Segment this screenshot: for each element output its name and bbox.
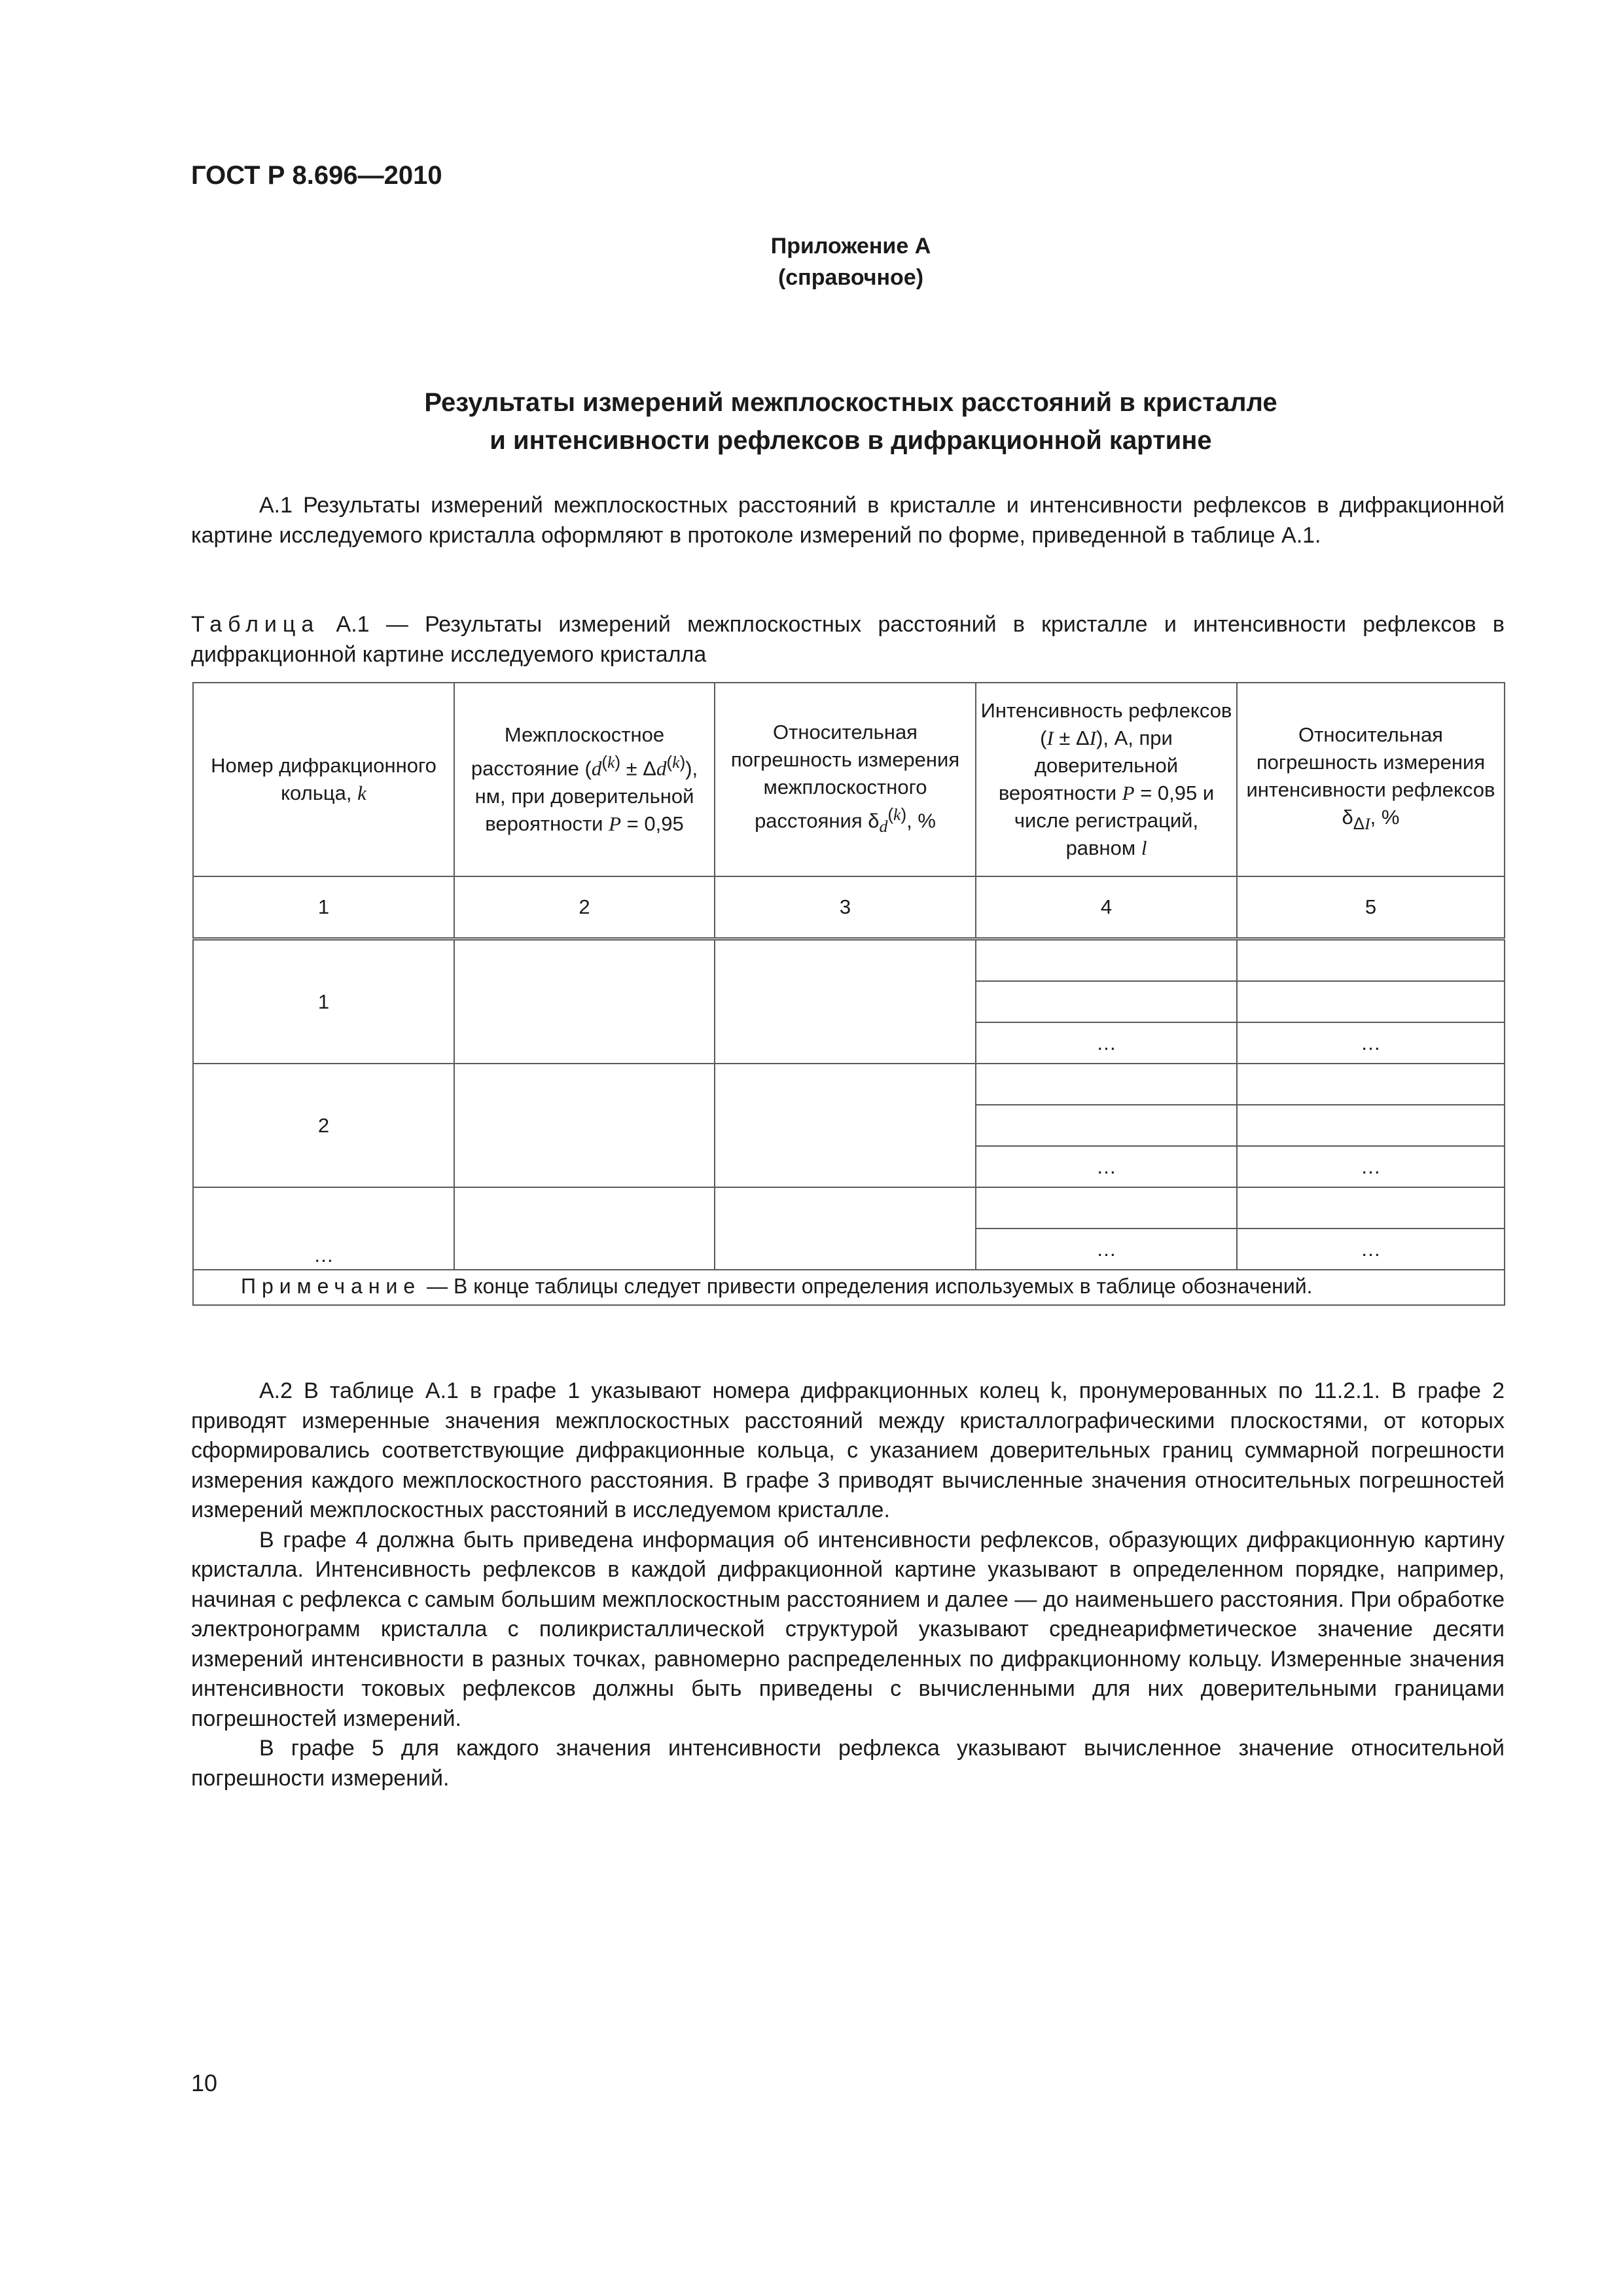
- distance-error-cell: [715, 939, 976, 1064]
- intensity-cell: [976, 939, 1237, 982]
- appendix-type: (справочное): [777, 265, 924, 290]
- document-code: ГОСТ Р 8.696—2010: [191, 161, 442, 190]
- intensity-error-cell: [1237, 1187, 1505, 1229]
- header-interplanar-distance: Межплоскостное расстояние $(d^{(k)} \pm \Delta d^{(k)})$, нм, при доверительной вероятности P = 0,95: [454, 683, 715, 876]
- title-line-2: и интенсивности рефлексов в дифракционной картине: [490, 426, 1212, 455]
- table-row: [193, 939, 1505, 982]
- paragraph-a1-text: А.1 Результаты измерений межплоскостных расстояний в кристалле и интенсивности рефлексов в дифракционной картине исследуемого кристалла оформляют в протоколе измерений по форме, приведенной в таблице А.1.: [191, 493, 1505, 548]
- distance-cell: [454, 939, 715, 1064]
- body-text: [191, 1376, 1505, 1793]
- distance-cell: [454, 1187, 715, 1270]
- appendix-label: Приложение А: [770, 234, 931, 259]
- table-row: [193, 1187, 1505, 1229]
- intensity-error-cell: …: [1237, 1229, 1505, 1270]
- page-number: 10: [191, 2070, 218, 2096]
- intensity-cell: [976, 1187, 1237, 1229]
- intensity-error-cell: [1237, 939, 1505, 982]
- intensity-cell: [976, 1064, 1237, 1105]
- paragraph-a2: А.2 В таблице А.1 в графе 1 указывают номера дифракционных колец k, пронумерованных по 11.2.1. В графе 2 приводят измеренные значения межплоскостных расстояний между кристаллографическими плоскостями, от которых сформировались соответствующие дифракционные кольца, с указанием доверительных границ суммарной погрешности измерения каждого межплоскостного расстояния. В графе 3 приводят вычисленные значения относительных погрешностей измерений межплоскостных расстояний в исследуемом кристалле.: [191, 1378, 1505, 1522]
- column-number: 5: [1237, 876, 1505, 939]
- column-number-row: [193, 876, 1505, 939]
- table-header-row: [193, 683, 1505, 876]
- paragraph-a1: [191, 491, 1505, 550]
- table-caption: [191, 610, 1505, 670]
- intensity-error-cell: …: [1237, 1146, 1505, 1187]
- header-distance-error: Относительная погрешность измерения межплоскостного расстояния $\delta_d^{(k)}$, %: [715, 683, 976, 876]
- paragraph-column-4: В графе 4 должна быть приведена информация об интенсивности рефлексов, образующих дифракционную картину кристалла. Интенсивность рефлексов в каждой дифракционной картине указывают в определенном порядке, например, начиная с рефлекса с самым большим межплоскостным расстоянием и далее — до наименьшего расстояния. При обработке электронограмм кристалла с поликристаллической структурой указывают среднеарифметическое значение десяти измерений интенсивности в разных точках, равномерно распределенных по дифракционному кольцу. Измеренные значения интенсивности токовых рефлексов должны быть приведены с вычисленными для них доверительными границами погрешностей измерений.: [191, 1527, 1505, 1731]
- intensity-error-cell: [1237, 1064, 1505, 1105]
- table-note-label: Примечание: [241, 1274, 421, 1298]
- distance-cell: [454, 1064, 715, 1187]
- column-number: 4: [976, 876, 1237, 939]
- appendix-title: [0, 384, 1623, 459]
- header-ring-number: Номер дифракционного кольца, k: [193, 683, 454, 876]
- paragraph-column-5: В графе 5 для каждого значения интенсивности рефлекса указывают вычисленное значение относительной погрешности измерений.: [191, 1736, 1505, 1791]
- ring-number-cell: 2: [193, 1064, 454, 1187]
- ring-number-cell: 1: [193, 939, 454, 1064]
- intensity-cell: …: [976, 1022, 1237, 1064]
- results-table: [192, 682, 1505, 1306]
- table-row: [193, 1064, 1505, 1105]
- intensity-cell: [976, 1105, 1237, 1146]
- header-intensity-error: Относительная погрешность измерения интенсивности рефлексов $\delta_{\Delta I}$, %: [1237, 683, 1505, 876]
- header-intensity: Интенсивность рефлексов (I ± ΔI), А, при доверительной вероятности P = 0,95 и числе регистраций, равном l: [976, 683, 1237, 876]
- column-number: 1: [193, 876, 454, 939]
- intensity-cell: …: [976, 1146, 1237, 1187]
- table-note: [193, 1270, 1505, 1305]
- appendix-heading: [0, 230, 1623, 293]
- ring-number-cell: …: [193, 1187, 454, 1270]
- column-number: 3: [715, 876, 976, 939]
- intensity-error-cell: [1237, 981, 1505, 1022]
- title-line-1: Результаты измерений межплоскостных расстояний в кристалле: [424, 388, 1277, 417]
- distance-error-cell: [715, 1064, 976, 1187]
- intensity-error-cell: [1237, 1105, 1505, 1146]
- table-caption-text: А.1 — Результаты измерений межплоскостных расстояний в кристалле и интенсивности рефлексов в дифракционной картине исследуемого кристалла: [191, 612, 1505, 667]
- intensity-cell: …: [976, 1229, 1237, 1270]
- intensity-cell: [976, 981, 1237, 1022]
- table-note-row: [193, 1270, 1505, 1305]
- distance-error-cell: [715, 1187, 976, 1270]
- table-caption-label: Таблица: [191, 612, 320, 637]
- column-number: 2: [454, 876, 715, 939]
- table-note-text: — В конце таблицы следует привести определения используемых в таблице обозначений.: [421, 1274, 1313, 1298]
- intensity-error-cell: …: [1237, 1022, 1505, 1064]
